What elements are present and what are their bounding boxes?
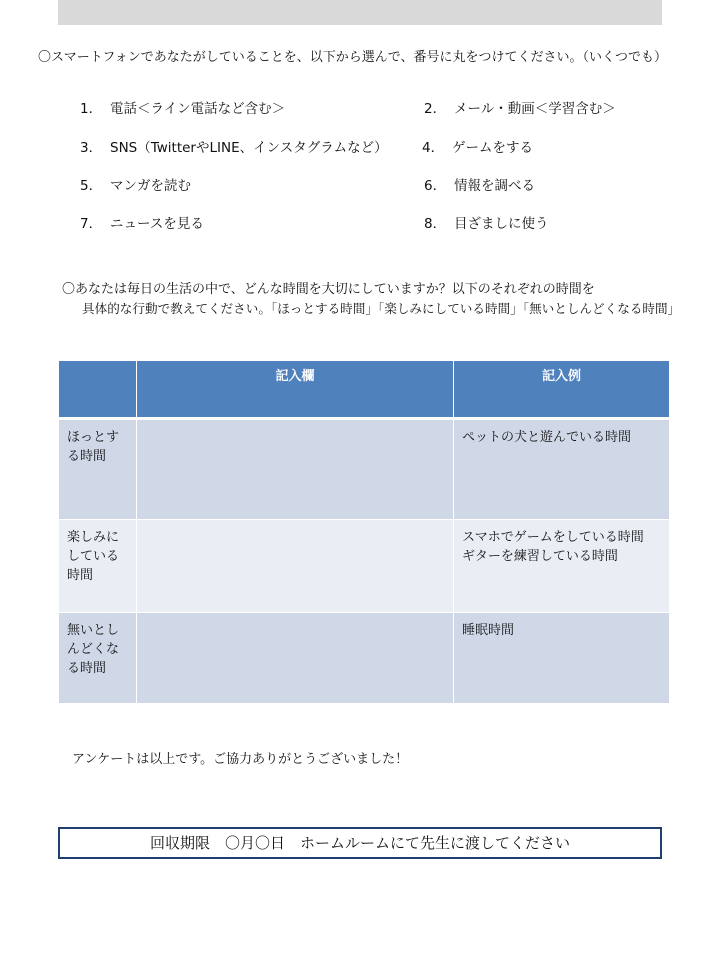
- question2-line1: 〇あなたは毎日の生活の中で、どんな時間を大切にしていますか？以下のそれぞれの時間を: [62, 282, 595, 297]
- option-5[interactable]: [80, 177, 191, 195]
- header-category: [59, 361, 137, 419]
- example-text: ギターを練習している時間: [462, 549, 618, 564]
- table-row: [59, 419, 670, 520]
- option-label: 電話＜ライン電話など含む＞: [110, 101, 286, 117]
- option-label: ゲームをする: [452, 140, 533, 156]
- option-number: 1．: [80, 101, 103, 117]
- option-4[interactable]: [422, 139, 533, 157]
- question2-prompt: [62, 280, 680, 318]
- option-6[interactable]: [424, 177, 535, 195]
- option-label: メール・動画＜学習含む＞: [454, 101, 616, 117]
- table-header-row: [59, 361, 670, 419]
- example-cell: [454, 613, 670, 704]
- deadline-box: 回収期限 〇月〇日 ホームルームにて先生に渡してください: [58, 827, 662, 859]
- option-label: ニュースを見る: [110, 216, 204, 232]
- option-1[interactable]: [80, 100, 285, 118]
- option-label: SNS（TwitterやLINE、インスタグラムなど）: [110, 140, 388, 156]
- option-7[interactable]: [80, 215, 204, 233]
- entry-field[interactable]: [136, 613, 453, 704]
- entry-field[interactable]: [136, 520, 453, 613]
- header-example: 記入例: [454, 361, 670, 419]
- option-label: 情報を調べる: [454, 178, 535, 194]
- option-number: 5．: [80, 178, 103, 194]
- example-text: 睡眠時間: [462, 623, 515, 638]
- option-number: 2．: [424, 101, 447, 117]
- time-table: [58, 360, 670, 704]
- option-label: 目ざましに使う: [454, 216, 549, 232]
- row-category: ほっとする時間: [59, 419, 137, 520]
- table-row: [59, 613, 670, 704]
- option-label: マンガを読む: [110, 178, 191, 194]
- option-number: 6．: [424, 178, 447, 194]
- option-number: 3．: [80, 140, 103, 156]
- question2-line2: 具体的な行動で教えてください。「ほっとする時間」「楽しみにしている時間」「無いとしんどくなる時間」: [82, 301, 681, 316]
- table-row: [59, 520, 670, 613]
- example-text: ペットの犬と遊んでいる時間: [462, 430, 632, 445]
- entry-field[interactable]: [136, 419, 453, 520]
- option-2[interactable]: [424, 100, 616, 118]
- row-category: 無いとしんどくなる時間: [59, 613, 137, 704]
- closing-message: アンケートは以上です。ご協力ありがとうございました！: [72, 752, 409, 767]
- header-band: [58, 0, 662, 25]
- example-cell: [454, 520, 670, 613]
- option-number: 4．: [422, 140, 445, 156]
- option-3[interactable]: [80, 139, 388, 157]
- header-entry: 記入欄: [136, 361, 453, 419]
- row-category: 楽しみにしている時間: [59, 520, 137, 613]
- example-cell: [454, 419, 670, 520]
- option-number: 8．: [424, 216, 447, 232]
- option-8[interactable]: [424, 215, 549, 233]
- question1-prompt: 〇スマートフォンであなたがしていることを、以下から選んで、番号に丸をつけてください。（いくつでも）: [38, 50, 667, 65]
- option-number: 7．: [80, 216, 103, 232]
- example-text: スマホでゲームをしている時間: [462, 530, 644, 545]
